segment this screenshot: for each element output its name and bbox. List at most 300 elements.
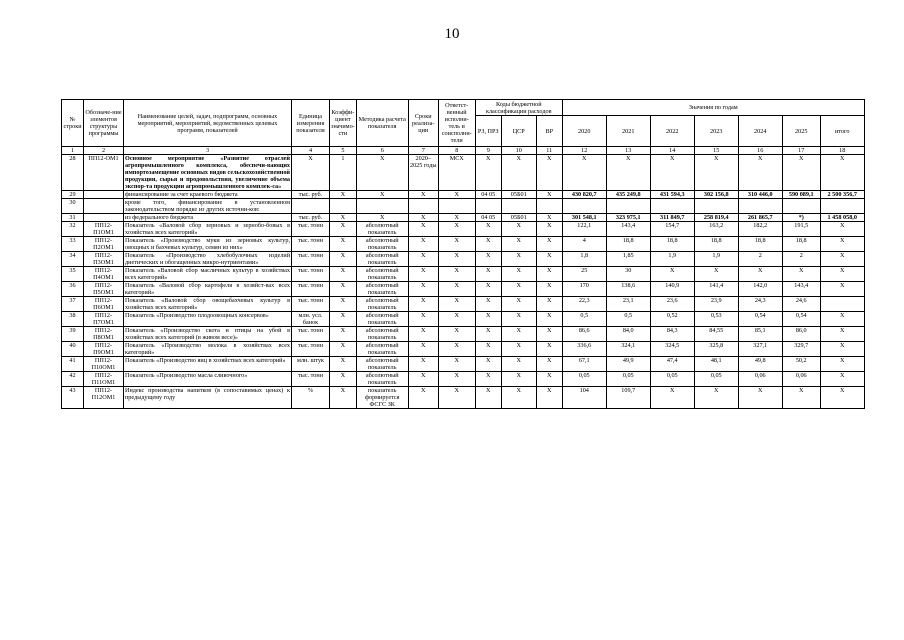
row-number: 30 — [62, 199, 84, 214]
responsible-cell: X — [438, 222, 475, 237]
year-value-cell: 18,8 — [606, 237, 650, 252]
csr-cell: X — [501, 267, 536, 282]
responsible-cell: X — [438, 267, 475, 282]
row-name: кроме того, финансирование в установленном законодательством порядке из других источни-ков: — [125, 199, 290, 213]
term-cell: X — [408, 327, 438, 342]
table-row — [62, 357, 865, 372]
year-value-cell: 324,5 — [650, 342, 694, 357]
year-value-cell: 85,1 — [738, 327, 782, 342]
element-code: ПП12-П1ОМ1 — [84, 222, 124, 237]
header-row-number: № строки — [62, 100, 84, 147]
csr-cell: X — [501, 327, 536, 342]
rz-cell: X — [475, 297, 501, 312]
year-value-cell: 143,4 — [606, 222, 650, 237]
column-number: 5 — [330, 147, 357, 155]
column-number: 15 — [694, 147, 738, 155]
year-value-cell: 0,52 — [650, 312, 694, 327]
year-value-cell: 47,4 — [650, 357, 694, 372]
year-value-cell: 143,4 — [782, 282, 820, 297]
unit-cell: тыс. руб. — [292, 214, 330, 222]
year-value-cell: 138,6 — [606, 282, 650, 297]
term-cell: X — [408, 191, 438, 199]
row-number: 36 — [62, 282, 84, 297]
term-cell: X — [408, 267, 438, 282]
method-cell: абсолютный показатель — [356, 357, 408, 372]
coefficient-cell — [330, 199, 357, 214]
vr-cell: X — [536, 387, 562, 409]
coefficient-cell: X — [330, 237, 357, 252]
year-value-cell: 18,8 — [694, 237, 738, 252]
year-value-cell: 142,0 — [738, 282, 782, 297]
vr-cell: X — [536, 191, 562, 199]
year-value-cell: 163,2 — [694, 222, 738, 237]
year-value-cell: 24,3 — [738, 297, 782, 312]
element-code: ПП12-П7ОМ1 — [84, 312, 124, 327]
year-value-cell: 86,0 — [782, 327, 820, 342]
header-coefficient: Коэффи-циент значимо-сти — [330, 100, 357, 147]
year-value-cell: 30 — [606, 267, 650, 282]
row-number: 33 — [62, 237, 84, 252]
year-value-cell: 0,53 — [694, 312, 738, 327]
year-value-cell: X — [820, 327, 864, 342]
vr-cell: X — [536, 222, 562, 237]
responsible-cell: X — [438, 191, 475, 199]
table-row — [62, 237, 865, 252]
year-value-cell: X — [650, 155, 694, 191]
row-name: Основное мероприятие «Развитие отраслей агропромышленного комплекса, обеспечи-вающих импортозамещение основных видов сельскохозяйственной продукции, сырья и продовольствия, увеличение объема экспор-та продукции агропромышленного комплек-са» — [125, 155, 290, 190]
year-value-cell: X — [694, 155, 738, 191]
unit-cell: % — [292, 387, 330, 409]
year-value-cell: X — [820, 387, 864, 409]
responsible-cell: X — [438, 237, 475, 252]
method-cell: абсолютный показатель — [356, 372, 408, 387]
header-vr: ВР — [536, 116, 562, 147]
element-code: ПП12-ОМ1 — [84, 155, 124, 191]
table-row — [62, 327, 865, 342]
element-code: ПП12-П6ОМ1 — [84, 297, 124, 312]
method-cell: абсолютный показатель — [356, 267, 408, 282]
csr-cell — [501, 199, 536, 214]
responsible-cell: X — [438, 282, 475, 297]
row-number: 28 — [62, 155, 84, 191]
responsible-cell: X — [438, 387, 475, 409]
year-value-cell: 23,9 — [694, 297, 738, 312]
year-value-cell: X — [820, 312, 864, 327]
coefficient-cell: X — [330, 282, 357, 297]
year-value-cell: X — [562, 155, 606, 191]
year-value-cell: 1,85 — [606, 252, 650, 267]
header-year-2021: 2021 — [606, 116, 650, 147]
year-value-cell: X — [820, 357, 864, 372]
rz-cell: X — [475, 252, 501, 267]
vr-cell: X — [536, 357, 562, 372]
method-cell: абсолютный показатель — [356, 282, 408, 297]
year-value-cell: 0,06 — [782, 372, 820, 387]
column-number: 10 — [501, 147, 536, 155]
unit-cell: тыс. руб. — [292, 191, 330, 199]
row-number: 39 — [62, 327, 84, 342]
row-name: финансирование за счет краевого бюджета — [124, 191, 292, 199]
column-number: 6 — [356, 147, 408, 155]
row-name: Показатель «Валовой сбор картофеля в хозяйст-вах всех категорий» — [125, 282, 290, 296]
year-value-cell: 182,2 — [738, 222, 782, 237]
row-number: 41 — [62, 357, 84, 372]
year-value-cell: 18,8 — [782, 237, 820, 252]
element-code — [84, 214, 124, 222]
vr-cell — [536, 199, 562, 214]
year-value-cell: 324,1 — [606, 342, 650, 357]
unit-cell: млн. усл. банок — [292, 312, 330, 327]
row-number: 32 — [62, 222, 84, 237]
header-year-2022: 2022 — [650, 116, 694, 147]
coefficient-cell: X — [330, 372, 357, 387]
column-number: 18 — [820, 147, 864, 155]
element-code: ПП12-П3ОМ1 — [84, 252, 124, 267]
year-value-cell: 258 819,4 — [694, 214, 738, 222]
coefficient-cell: X — [330, 297, 357, 312]
unit-cell: тыс. тонн — [292, 297, 330, 312]
unit-cell: тыс. тонн — [292, 282, 330, 297]
page-number: 10 — [444, 26, 460, 42]
unit-cell: тыс. тонн — [292, 267, 330, 282]
unit-cell: тыс. тонн — [292, 222, 330, 237]
year-value-cell: 302 156,8 — [694, 191, 738, 199]
csr-cell: X — [501, 237, 536, 252]
table-row — [62, 297, 865, 312]
unit-cell: тыс. тонн — [292, 327, 330, 342]
coefficient-cell: X — [330, 312, 357, 327]
table-row — [62, 199, 865, 214]
year-value-cell: 0,5 — [562, 312, 606, 327]
header-csr: ЦСР — [501, 116, 536, 147]
row-name: Показатель «Производство муки из зерновых культур, овощных и бахчевых культур, семян из них» — [125, 237, 290, 251]
year-value-cell: 1,8 — [562, 252, 606, 267]
column-number: 3 — [124, 147, 292, 155]
vr-cell: X — [536, 372, 562, 387]
header-unit: Единица измерения показателя — [292, 100, 330, 147]
csr-cell: X — [501, 297, 536, 312]
year-value-cell: X — [650, 387, 694, 409]
vr-cell: X — [536, 252, 562, 267]
table-row — [62, 312, 865, 327]
rz-cell: X — [475, 155, 501, 191]
year-value-cell: X — [782, 387, 820, 409]
year-value-cell: 329,7 — [782, 342, 820, 357]
column-number: 7 — [408, 147, 438, 155]
header-total: итого — [820, 116, 864, 147]
year-value-cell: 24,6 — [782, 297, 820, 312]
term-cell: X — [408, 312, 438, 327]
unit-cell: тыс. тонн — [292, 237, 330, 252]
term-cell — [408, 199, 438, 214]
year-value-cell: X — [606, 155, 650, 191]
year-value-cell — [606, 199, 650, 214]
term-cell: X — [408, 214, 438, 222]
year-value-cell: 84,0 — [606, 327, 650, 342]
unit-cell: тыс. тонн — [292, 372, 330, 387]
year-value-cell: 104 — [562, 387, 606, 409]
year-value-cell: 23,1 — [606, 297, 650, 312]
year-value-cell: 2 — [738, 252, 782, 267]
csr-cell: X — [501, 312, 536, 327]
year-value-cell: 1,9 — [650, 252, 694, 267]
coefficient-cell: X — [330, 357, 357, 372]
table-row — [62, 267, 865, 282]
term-cell: 2020–2025 годы — [408, 155, 438, 191]
coefficient-cell: X — [330, 191, 357, 199]
header-element-code: Обозначе-ние элементов структуры программы — [84, 100, 124, 147]
row-name: Показатель «Производство скота и птицы на убой в хозяйствах всех категорий (в живом весе)» — [125, 327, 290, 341]
year-value-cell: X — [694, 387, 738, 409]
term-cell: X — [408, 252, 438, 267]
year-value-cell: 84,55 — [694, 327, 738, 342]
rz-cell: 04 05 — [475, 214, 501, 222]
column-number: 1 — [62, 147, 84, 155]
year-value-cell: 0,06 — [738, 372, 782, 387]
year-value-cell: 50,2 — [782, 357, 820, 372]
responsible-cell: X — [438, 312, 475, 327]
year-value-cell: *) — [782, 214, 820, 222]
year-value-cell: 86,6 — [562, 327, 606, 342]
year-value-cell: X — [820, 342, 864, 357]
rz-cell: X — [475, 327, 501, 342]
method-cell: абсолютный показатель — [356, 342, 408, 357]
method-cell: абсолютный показатель — [356, 297, 408, 312]
header-year-2024: 2024 — [738, 116, 782, 147]
rz-cell: 04 05 — [475, 191, 501, 199]
year-value-cell — [738, 199, 782, 214]
responsible-cell: X — [438, 342, 475, 357]
row-name: Показатель «Валовой сбор масличных культур в хозяйствах всех категорий» — [125, 267, 290, 281]
element-code — [84, 191, 124, 199]
header-year-2023: 2023 — [694, 116, 738, 147]
year-value-cell — [820, 199, 864, 214]
csr-cell: 05Б01 — [501, 214, 536, 222]
csr-cell: X — [501, 252, 536, 267]
header-name: Наименование целей, задач, подпрограмм, основных мероприятий, мероприятий, ведомственных целевых программ, показателей — [124, 100, 292, 147]
responsible-cell: X — [438, 357, 475, 372]
year-value-cell: 325,8 — [694, 342, 738, 357]
year-value-cell: 0,54 — [782, 312, 820, 327]
row-number: 34 — [62, 252, 84, 267]
vr-cell: X — [536, 267, 562, 282]
year-value-cell: 140,9 — [650, 282, 694, 297]
responsible-cell: X — [438, 214, 475, 222]
vr-cell: X — [536, 237, 562, 252]
term-cell: X — [408, 237, 438, 252]
year-value-cell: X — [820, 267, 864, 282]
year-value-cell: 590 089,1 — [782, 191, 820, 199]
row-number: 35 — [62, 267, 84, 282]
method-cell: X — [356, 155, 408, 191]
coefficient-cell: X — [330, 252, 357, 267]
year-value-cell: 191,5 — [782, 222, 820, 237]
term-cell: X — [408, 282, 438, 297]
method-cell: показатель формируется ФСГС ЗК — [356, 387, 408, 409]
rz-cell: X — [475, 387, 501, 409]
table-row — [62, 214, 865, 222]
responsible-cell: X — [438, 297, 475, 312]
method-cell — [356, 199, 408, 214]
year-value-cell — [694, 199, 738, 214]
year-value-cell: 4 — [562, 237, 606, 252]
header-values-by-year: Значения по годам — [562, 100, 864, 116]
year-value-cell: 0,05 — [562, 372, 606, 387]
unit-cell: млн. штук — [292, 357, 330, 372]
method-cell: абсолютный показатель — [356, 222, 408, 237]
responsible-cell: X — [438, 327, 475, 342]
csr-cell: X — [501, 282, 536, 297]
coefficient-cell: X — [330, 342, 357, 357]
table-row — [62, 387, 865, 409]
year-value-cell: 18,8 — [650, 237, 694, 252]
year-value-cell: 0,5 — [606, 312, 650, 327]
method-cell: абсолютный показатель — [356, 237, 408, 252]
year-value-cell: 141,4 — [694, 282, 738, 297]
year-value-cell: 0,05 — [650, 372, 694, 387]
row-name: Показатель «Производство яиц в хозяйствах всех категорий» — [124, 357, 292, 372]
term-cell: X — [408, 372, 438, 387]
year-value-cell: X — [782, 267, 820, 282]
vr-cell: X — [536, 312, 562, 327]
coefficient-cell: X — [330, 214, 357, 222]
year-value-cell: 430 820,7 — [562, 191, 606, 199]
csr-cell: X — [501, 342, 536, 357]
year-value-cell — [650, 199, 694, 214]
element-code — [84, 199, 124, 214]
row-name: Показатель «Производство молока в хозяйствах всех категорий» — [125, 342, 290, 356]
year-value-cell: 0,05 — [694, 372, 738, 387]
row-number: 29 — [62, 191, 84, 199]
table-row — [62, 155, 865, 191]
csr-cell: X — [501, 372, 536, 387]
year-value-cell: 2 500 356,7 — [820, 191, 864, 199]
year-value-cell: X — [738, 155, 782, 191]
header-method: Методика расчета показателя — [356, 100, 408, 147]
vr-cell: X — [536, 342, 562, 357]
row-number: 38 — [62, 312, 84, 327]
table-row — [62, 282, 865, 297]
year-value-cell: 327,1 — [738, 342, 782, 357]
row-number: 42 — [62, 372, 84, 387]
column-number: 16 — [738, 147, 782, 155]
table-row — [62, 342, 865, 357]
table-row — [62, 372, 865, 387]
row-name: из федерального бюджета — [124, 214, 292, 222]
vr-cell: X — [536, 155, 562, 191]
year-value-cell: 49,9 — [606, 357, 650, 372]
year-value-cell: X — [738, 387, 782, 409]
csr-cell: X — [501, 387, 536, 409]
year-value-cell: X — [820, 155, 864, 191]
header-term: Сроки реализа-ции — [408, 100, 438, 147]
csr-cell: X — [501, 222, 536, 237]
csr-cell: 05Б01 — [501, 191, 536, 199]
year-value-cell: 2 — [782, 252, 820, 267]
header-responsible: Ответст-венный исполни-тель и соисполни-тели — [438, 100, 475, 147]
element-code: ПП12-П10ОМ1 — [84, 357, 124, 372]
year-value-cell: 323 975,1 — [606, 214, 650, 222]
header-year-2025: 2025 — [782, 116, 820, 147]
column-number-row — [62, 147, 865, 155]
rz-cell: X — [475, 372, 501, 387]
responsible-cell — [438, 199, 475, 214]
year-value-cell: 25 — [562, 267, 606, 282]
responsible-cell: МСХ — [438, 155, 475, 191]
rz-cell: X — [475, 267, 501, 282]
element-code: ПП12-П2ОМ1 — [84, 237, 124, 252]
row-name: Показатель «Валовой сбор зерновых и зернобо-бовых в хозяйствах всех категорий» — [125, 222, 290, 236]
column-number: 9 — [475, 147, 501, 155]
year-value-cell — [820, 297, 864, 312]
year-value-cell: X — [820, 282, 864, 297]
year-value-cell: 431 594,3 — [650, 191, 694, 199]
coefficient-cell: X — [330, 267, 357, 282]
responsible-cell: X — [438, 372, 475, 387]
term-cell: X — [408, 297, 438, 312]
year-value-cell: 336,6 — [562, 342, 606, 357]
coefficient-cell: X — [330, 327, 357, 342]
year-value-cell: 435 249,8 — [606, 191, 650, 199]
rz-cell: X — [475, 312, 501, 327]
header-budget-codes: Коды бюджетной классификации расходов — [475, 100, 562, 116]
element-code: ПП12-П4ОМ1 — [84, 267, 124, 282]
year-value-cell: 0,05 — [606, 372, 650, 387]
method-cell: X — [356, 214, 408, 222]
element-code: ПП12-П9ОМ1 — [84, 342, 124, 357]
table-row — [62, 252, 865, 267]
column-number: 17 — [782, 147, 820, 155]
table-row — [62, 191, 865, 199]
column-number: 2 — [84, 147, 124, 155]
year-value-cell: X — [782, 155, 820, 191]
year-value-cell: 122,1 — [562, 222, 606, 237]
header-rz: РЗ, ПРЗ — [475, 116, 501, 147]
row-number: 31 — [62, 214, 84, 222]
year-value-cell: X — [820, 222, 864, 237]
row-number: 37 — [62, 297, 84, 312]
method-cell: абсолютный показатель — [356, 252, 408, 267]
program-table — [61, 99, 865, 409]
year-value-cell: 154,7 — [650, 222, 694, 237]
year-value-cell: 22,3 — [562, 297, 606, 312]
header-year-2020: 2020 — [562, 116, 606, 147]
column-number: 8 — [438, 147, 475, 155]
rz-cell: X — [475, 342, 501, 357]
rz-cell: X — [475, 237, 501, 252]
vr-cell: X — [536, 214, 562, 222]
year-value-cell: X — [820, 237, 864, 252]
row-name: Показатель «Производство масла сливочного» — [124, 372, 292, 387]
row-name: Показатель «Валовой сбор овощебахчевых культур в хозяйствах всех категорий» — [125, 297, 290, 311]
rz-cell: X — [475, 222, 501, 237]
method-cell: абсолютный показатель — [356, 327, 408, 342]
rz-cell — [475, 199, 501, 214]
vr-cell: X — [536, 282, 562, 297]
year-value-cell: 310 446,0 — [738, 191, 782, 199]
year-value-cell: 170 — [562, 282, 606, 297]
csr-cell: X — [501, 155, 536, 191]
year-value-cell: 67,1 — [562, 357, 606, 372]
element-code: ПП12-П11ОМ1 — [84, 372, 124, 387]
row-name: Показатель «Производство плодоовощных консервов» — [124, 312, 292, 327]
column-number: 13 — [606, 147, 650, 155]
term-cell: X — [408, 222, 438, 237]
unit-cell: тыс. тонн — [292, 342, 330, 357]
term-cell: X — [408, 387, 438, 409]
table-row — [62, 222, 865, 237]
method-cell: абсолютный показатель — [356, 312, 408, 327]
